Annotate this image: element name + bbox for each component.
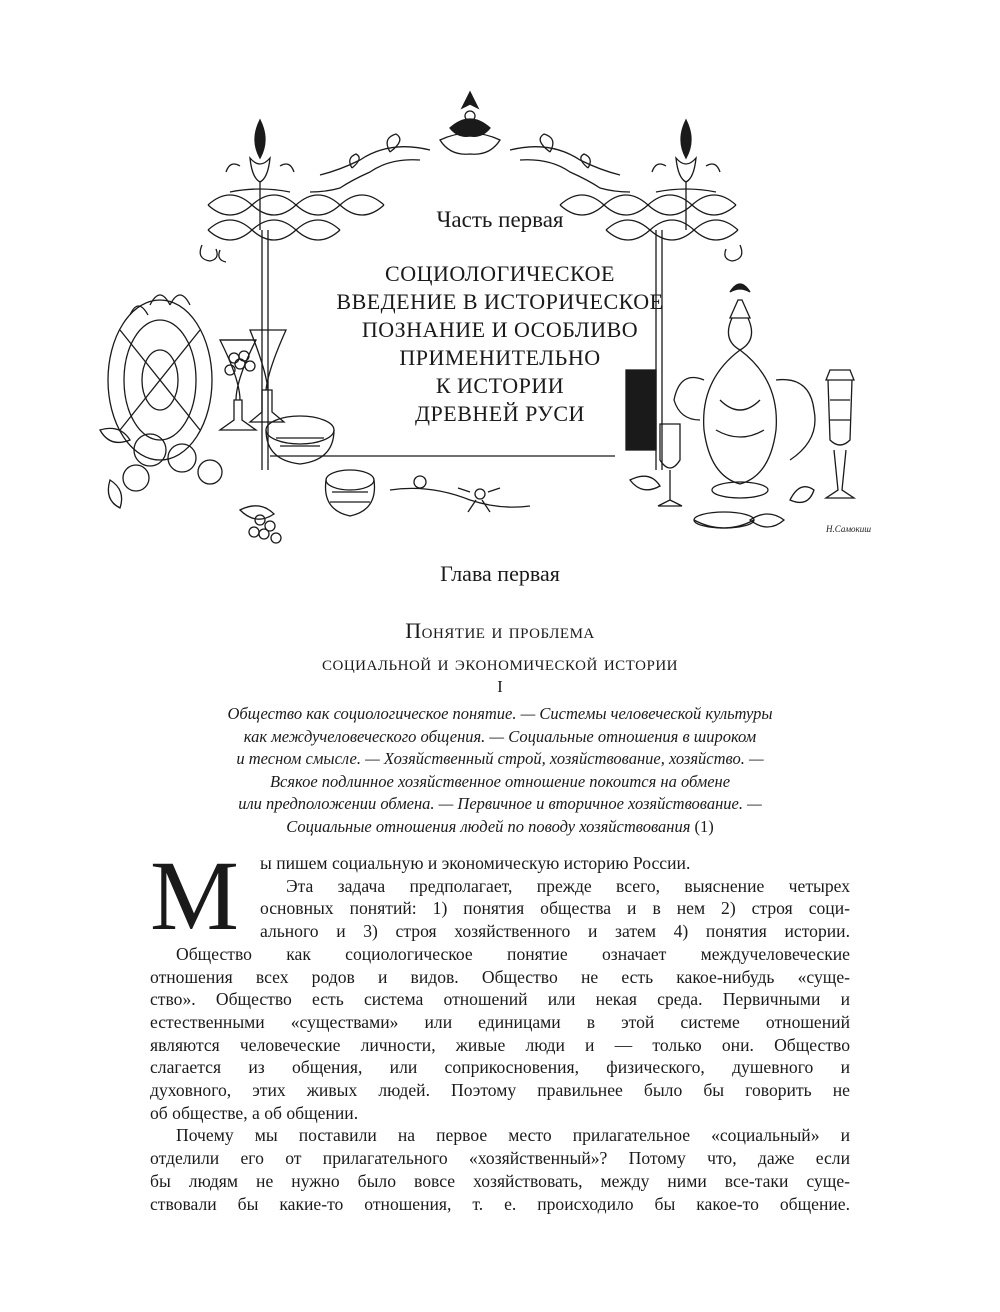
part-label: Часть первая <box>436 207 564 232</box>
part-title <box>0 260 1000 428</box>
body-line: отношения всех родов и видов. Общество не есть какое-нибудь «суще- <box>150 966 850 987</box>
body-line: ствовали бы какие-то отношения, т. е. происходило бы какое-то общение. <box>150 1193 850 1214</box>
body-line: отделили его от прилагательного «хозяйственный»? Потому что, даже если <box>150 1148 850 1169</box>
part-title-line: К ИСТОРИИ <box>435 373 565 398</box>
summary-line-last <box>140 816 860 839</box>
body-line: Эта задача предполагает, прежде всего, выяснение четырех <box>286 875 850 896</box>
summary-line: или предположении обмена. — Первичное и вторичное хозяйствование. — <box>238 794 762 814</box>
summary-line: Общество как социологическое понятие. — Системы человеческой культуры <box>227 704 773 723</box>
chapter-title <box>0 617 1000 677</box>
body-line: ство». Общество есть система отношений или некая среда. Первичными и <box>150 989 850 1010</box>
body-line: ы пишем социальную и экономическую историю России. <box>260 853 691 873</box>
drop-cap: М <box>150 840 237 951</box>
chapter-label: Глава первая <box>440 561 560 586</box>
part-title-line: ВВЕДЕНИЕ В ИСТОРИЧЕСКОЕ <box>336 289 664 314</box>
body-text <box>150 840 850 1215</box>
chapter-title-line2: социальной и экономической истории <box>321 650 678 675</box>
part-title-line: ПОЗНАНИЕ И ОСОБЛИВО <box>361 317 639 342</box>
body-line: основных понятий: 1) понятия общества и в нем 2) строя соци- <box>260 898 850 919</box>
section-summary <box>140 703 860 839</box>
summary-line: как междучеловеческого общения. — Социальные отношения в широком <box>243 726 757 746</box>
body-line: естественными «существами» или единицами в этой системе отношений <box>150 1011 850 1032</box>
body-line: бы людям не нужно было вовсе хозяйствовать, между ними все-таки суще- <box>150 1170 850 1191</box>
body-line: ального и 3) строя хозяйственного и затем 4) понятия истории. <box>260 921 850 942</box>
artist-signature: Н.Самокиш <box>826 524 872 534</box>
chapter-title-line1: Понятие и проблема <box>405 618 595 643</box>
body-line: Общество как социологическое понятие означает междучеловеческие <box>176 943 850 964</box>
body-line: слагается из общения, или соприкосновения, физического, душевного и <box>150 1057 850 1078</box>
body-line: являются человеческие личности, живые люди и — только они. Общество <box>150 1034 850 1055</box>
summary-reference: (1) <box>694 816 714 836</box>
summary-line: Всякое подлинное хозяйственное отношение покоится на обмене <box>269 771 731 791</box>
body-line: об обществе, а об общении. <box>150 1102 359 1123</box>
body-line: духовного, этих живых людей. Поэтому правильнее было бы говорить не <box>150 1080 850 1101</box>
body-line: Почему мы поставили на первое место прилагательное «социальный» и <box>176 1125 850 1146</box>
summary-line: Социальные отношения людей по поводу хозяйствования <box>286 816 691 836</box>
crest-ornament <box>310 92 630 192</box>
section-number: I <box>497 677 503 696</box>
summary-line: и тесном смысле. — Хозяйственный строй, хозяйствование, хозяйство. — <box>236 749 764 769</box>
part-title-line: СОЦИОЛОГИЧЕСКОЕ <box>385 261 615 286</box>
part-title-line: ДРЕВНЕЙ РУСИ <box>415 401 585 426</box>
part-title-line: ПРИМЕНИТЕЛЬНО <box>399 345 601 370</box>
